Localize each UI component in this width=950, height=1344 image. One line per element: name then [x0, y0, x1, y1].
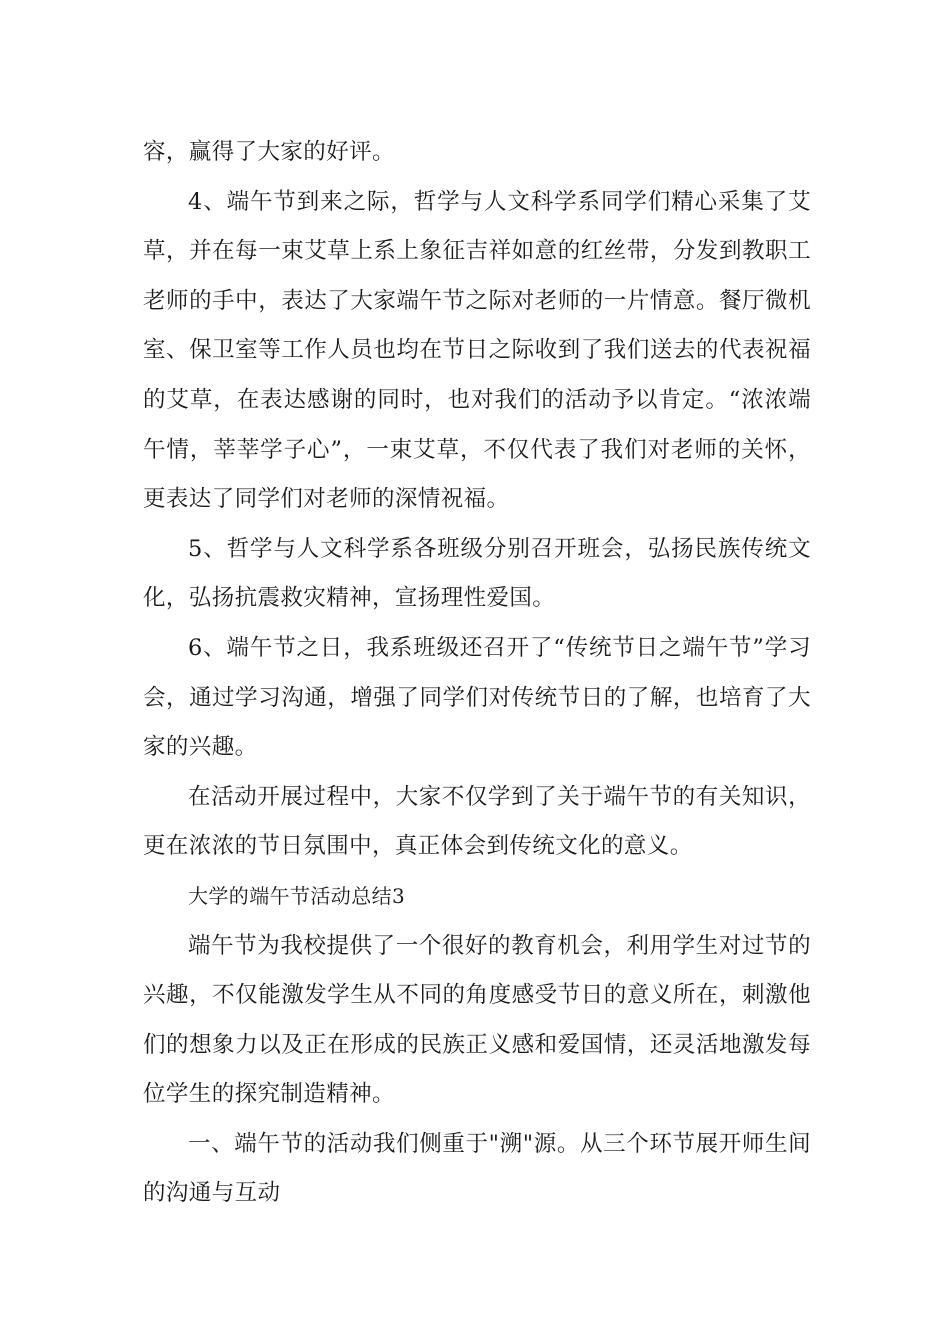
paragraph-section-one: 一、端午节的活动我们侧重于"溯"源。从三个环节展开师生间的沟通与互动 [143, 1130, 811, 1207]
paragraph-intro: 端午节为我校提供了一个很好的教育机会，利用学生对过节的兴趣，不仅能激发学生从不同的角度感受节日的意义所在，刺激他们的想象力以及正在形成的民族正义感和爱国情，还灵活地激发每位学生的探究制造精神。 [143, 932, 811, 1108]
paragraph-item-6: 6、端午节之日，我系班级还召开了“传统节日之端午节”学习会，通过学习沟通，增强了同学们对传统节日的了解，也培育了大家的兴趣。 [143, 634, 811, 761]
paragraph-summary: 在活动开展过程中，大家不仅学到了关于端午节的有关知识，更在浓浓的节日氛围中，真正体会到传统文化的意义。 [143, 783, 811, 860]
document-body [143, 128, 811, 1219]
section-heading: 大学的端午节活动总结3 [188, 883, 406, 908]
paragraph-item-4: 4、端午节到来之际，哲学与人文科学系同学们精心采集了艾草，并在每一束艾草上系上象征吉祥如意的红丝带，分发到教职工老师的手中，表达了大家端午节之际对老师的一片情意。餐厅微机室、保卫室等工作人员也均在节日之际收到了我们送去的代表祝福的艾草，在表达感谢的同时，也对我们的活动予以肯定。“浓浓端午情，莘莘学子心”，一束艾草，不仅代表了我们对老师的关怀，更表达了同学们对老师的深情祝福。 [143, 188, 811, 513]
paragraph-continuation: 容，赢得了大家的好评。 [143, 139, 395, 165]
paragraph-item-5: 5、哲学与人文科学系各班级分别召开班会，弘扬民族传统文化，弘扬抗震救灾精神，宣扬理性爱国。 [143, 535, 811, 612]
